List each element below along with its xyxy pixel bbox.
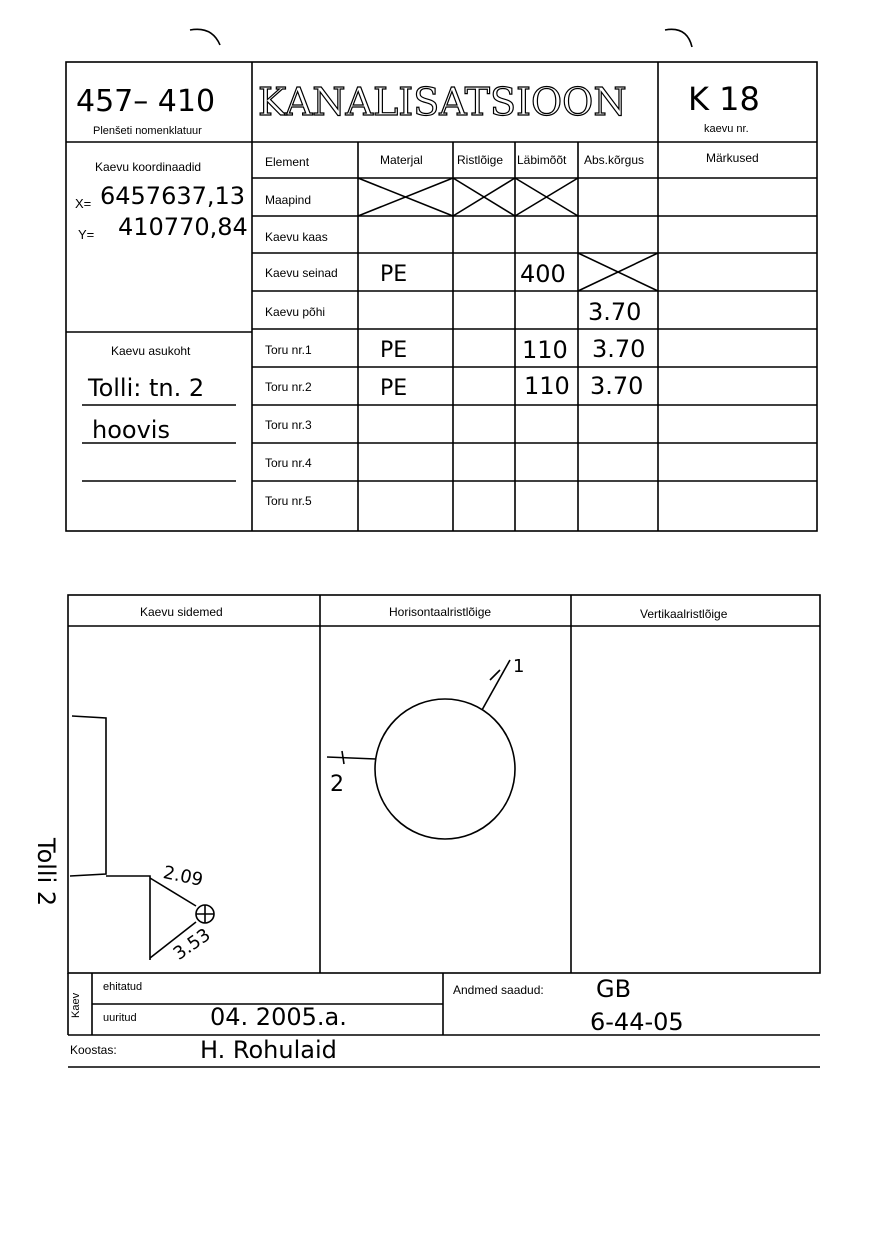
row-label: Toru nr.2 xyxy=(265,380,312,394)
pipe-1-label: 1 xyxy=(513,656,525,677)
data-source-value-1: GB xyxy=(596,975,632,1003)
cell-diameter: 110 xyxy=(522,336,568,364)
dimension-1: 2.09 xyxy=(161,862,205,891)
header-cross-section: Ristlõige xyxy=(457,153,504,167)
location-label: Kaevu asukoht xyxy=(111,344,191,358)
surveyed-value: 04. 2005.a. xyxy=(210,1003,347,1031)
location-line2: hoovis xyxy=(92,416,170,444)
y-value: 410770,84 xyxy=(118,213,248,241)
header-diameter: Läbimõõt xyxy=(517,153,567,167)
page-title: KANALISATSIOON xyxy=(258,80,627,124)
row-label: Toru nr.1 xyxy=(265,343,312,357)
nomenclature-label: Plenšeti nomenklatuur xyxy=(93,125,202,137)
binder-hole-left xyxy=(190,29,220,45)
dimension-2: 3.53 xyxy=(169,924,215,965)
location-line1: Tolli: tn. 2 xyxy=(88,374,205,402)
header-element: Element xyxy=(265,155,310,169)
binder-hole-right xyxy=(665,29,692,47)
data-source-label: Andmed saadud: xyxy=(453,983,544,997)
header-notes: Märkused xyxy=(706,151,759,165)
built-label: ehitatud xyxy=(103,981,143,993)
row-label: Maapind xyxy=(265,193,312,207)
y-label: Y= xyxy=(78,227,95,242)
row-label: Kaevu kaas xyxy=(265,230,328,244)
header-well-ties: Kaevu sidemed xyxy=(140,605,223,619)
compiled-label: Koostas: xyxy=(70,1043,117,1057)
row-label: Toru nr.4 xyxy=(265,456,312,470)
well-circle xyxy=(375,699,515,839)
pipe-2-label: 2 xyxy=(330,772,344,797)
header-material: Materjal xyxy=(380,153,423,167)
compiled-value: H. Rohulaid xyxy=(200,1036,337,1064)
row-label: Kaevu põhi xyxy=(265,305,326,319)
cell-height: 3.70 xyxy=(592,335,646,363)
cell-diameter: 400 xyxy=(520,260,566,288)
cell-height: 3.70 xyxy=(590,372,644,400)
street-label: Tolli 2 xyxy=(32,838,60,907)
well-number-label: kaevu nr. xyxy=(704,123,749,135)
cell-height: 3.70 xyxy=(588,298,642,326)
cell-material: PE xyxy=(380,376,408,401)
kaev-label: Kaev xyxy=(70,992,82,1018)
surveyed-label: uuritud xyxy=(103,1012,137,1024)
row-label: Kaevu seinad xyxy=(265,266,338,280)
row-label: Toru nr.5 xyxy=(265,494,312,508)
coordinates-label: Kaevu koordinaadid xyxy=(95,160,202,174)
cell-diameter: 110 xyxy=(524,372,570,400)
x-label: X= xyxy=(75,196,92,211)
cell-material: PE xyxy=(380,262,408,287)
cell-material: PE xyxy=(380,338,408,363)
well-number-value: K 18 xyxy=(688,80,760,118)
row-label: Toru nr.3 xyxy=(265,418,312,432)
header-horizontal-section: Horisontaalristlõige xyxy=(389,605,492,619)
nomenclature-value: 457– 410 xyxy=(76,84,216,119)
header-abs-height: Abs.kõrgus xyxy=(584,153,645,167)
header-vertical-section: Vertikaalristlõige xyxy=(640,607,728,621)
x-value: 6457637,13 xyxy=(100,182,246,210)
card2-frame xyxy=(68,595,820,973)
data-source-value-2: 6-44-05 xyxy=(590,1008,684,1036)
